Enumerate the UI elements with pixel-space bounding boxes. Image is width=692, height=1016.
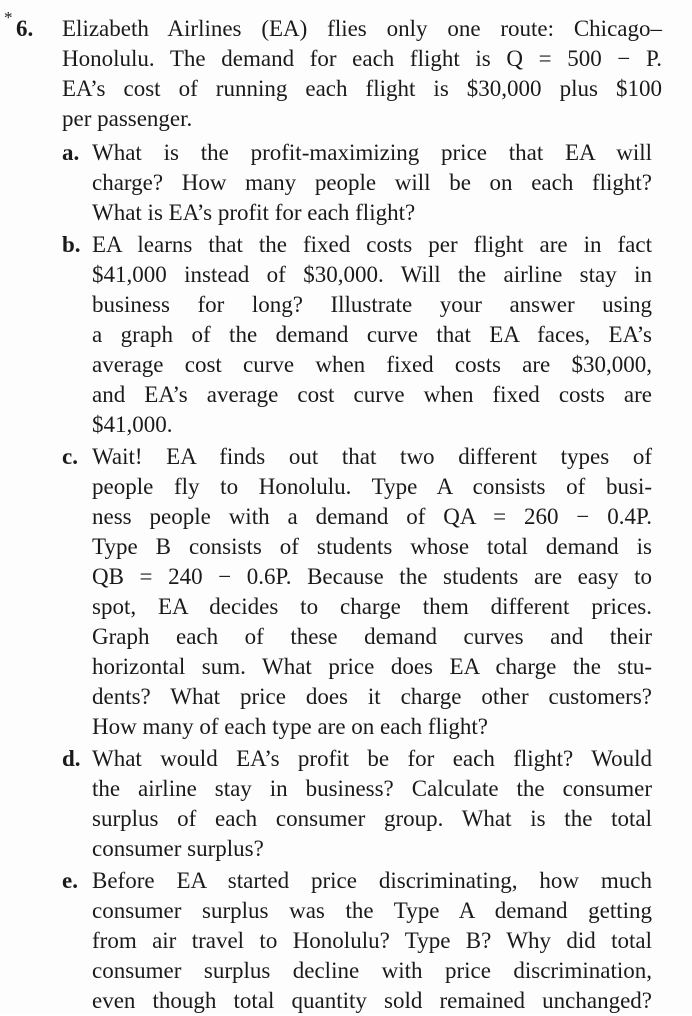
part-a-line-2: charge? How many people will be on each flight? — [92, 170, 652, 195]
part-c-line-10: How many of each type are on each flight? — [92, 714, 488, 739]
part-d-label: d. — [62, 746, 81, 771]
starred-problem-marker: * — [4, 8, 13, 27]
intro-line-2: Honolulu. The demand for each flight is Q = 500 − P. — [62, 46, 662, 71]
part-c-line-3: ness people with a demand of QA = 260 − 0.4P. — [92, 504, 652, 529]
part-b-line-4: a graph of the demand curve that EA faces, EA’s — [92, 322, 652, 347]
part-c-line-7: Graph each of these demand curves and their — [92, 624, 652, 649]
intro-line-4: per passenger. — [62, 106, 193, 131]
part-b-label: b. — [62, 232, 81, 257]
part-d-line-2: the airline stay in business? Calculate the consumer — [92, 776, 652, 801]
part-e-label: e. — [62, 868, 78, 893]
part-c-line-6: spot, EA decides to charge them different prices. — [92, 594, 652, 619]
intro-line-1: Elizabeth Airlines (EA) flies only one route: Chicago– — [62, 16, 662, 41]
part-c-label: c. — [62, 444, 78, 469]
part-e-line-5: even though total quantity sold remained unchanged? — [92, 988, 652, 1013]
part-c-line-8: horizontal sum. What price does EA charge the stu- — [92, 654, 652, 679]
part-e-line-4: consumer surplus decline with price discrimination, — [92, 958, 652, 983]
part-c-line-5: QB = 240 − 0.6P. Because the students are easy to — [92, 564, 652, 589]
part-e-line-3: from air travel to Honolulu? Type B? Why did total — [92, 928, 652, 953]
part-b-line-1: EA learns that the fixed costs per flight are in fact — [92, 232, 652, 257]
part-c-line-2: people fly to Honolulu. Type A consists of busi- — [92, 474, 652, 499]
part-a-line-3: What is EA’s profit for each flight? — [92, 200, 416, 225]
part-e-line-1: Before EA started price discriminating, how much — [92, 868, 652, 893]
part-c-line-1: Wait! EA finds out that two different types of — [92, 444, 652, 469]
part-e-line-2: consumer surplus was the Type A demand getting — [92, 898, 652, 923]
part-b-line-7: $41,000. — [92, 412, 173, 437]
intro-line-3: EA’s cost of running each flight is $30,000 plus $100 — [62, 76, 662, 101]
part-d-line-4: consumer surplus? — [92, 836, 264, 861]
problem-number: 6. — [16, 16, 34, 41]
part-c-line-4: Type B consists of students whose total demand is — [92, 534, 652, 559]
part-a-line-1: What is the profit-maximizing price that EA will — [92, 140, 652, 165]
part-a-label: a. — [62, 140, 80, 165]
part-b-line-2: $41,000 instead of $30,000. Will the airline stay in — [92, 262, 652, 287]
part-d-line-1: What would EA’s profit be for each flight? Would — [92, 746, 652, 771]
part-b-line-6: and EA’s average cost curve when fixed costs are — [92, 382, 652, 407]
part-c-line-9: dents? What price does it charge other customers? — [92, 684, 652, 709]
part-b-line-5: average cost curve when fixed costs are $30,000, — [92, 352, 652, 377]
part-b-line-3: business for long? Illustrate your answer using — [92, 292, 652, 317]
part-d-line-3: surplus of each consumer group. What is the total — [92, 806, 652, 831]
